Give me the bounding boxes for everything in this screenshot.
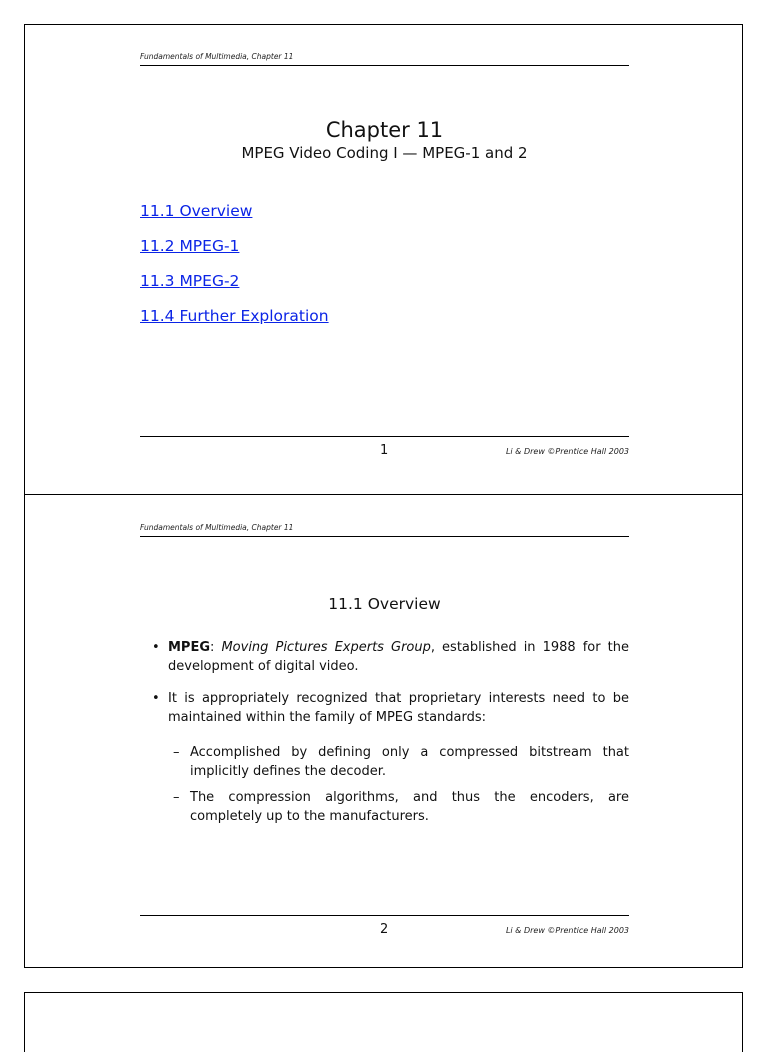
sub-bullet-list <box>168 743 629 826</box>
toc-link-mpeg2[interactable]: 11.3 MPEG-2 <box>140 272 240 290</box>
term-separator: : <box>210 640 222 655</box>
running-header: Fundamentals of Multimedia, Chapter 11 <box>140 52 629 66</box>
slide-footer <box>140 915 629 937</box>
table-of-contents <box>140 202 629 325</box>
slide-divider <box>24 494 743 495</box>
sub-list-item <box>140 788 629 826</box>
running-header: Fundamentals of Multimedia, Chapter 11 <box>140 523 629 537</box>
term-mpeg: MPEG <box>168 640 211 655</box>
chapter-subtitle: MPEG Video Coding I — MPEG-1 and 2 <box>241 144 528 162</box>
copyright-notice: Li & Drew ©Prentice Hall 2003 <box>505 447 629 456</box>
bullet-text: It is appropriately recognized that proprietary interests need to be maintained within the family of MPEG standards: <box>168 691 629 725</box>
page-number: 2 <box>380 922 389 937</box>
page-number: 1 <box>380 443 389 458</box>
bullet-list <box>140 638 629 826</box>
dash-icon: – <box>173 745 180 760</box>
section-title: 11.1 Overview <box>328 595 441 613</box>
list-item <box>140 638 629 676</box>
toc-link-mpeg1[interactable]: 11.2 MPEG-1 <box>140 237 240 255</box>
slide-2 <box>140 523 629 937</box>
sub-bullet-text: The compression algorithms, and thus the encoders, are completely up to the manufacturers. <box>190 790 629 824</box>
slide-footer <box>140 436 629 458</box>
copyright-notice: Li & Drew ©Prentice Hall 2003 <box>505 926 629 935</box>
next-page-edge <box>24 992 743 1052</box>
toc-link-further-exploration[interactable]: 11.4 Further Exploration <box>140 307 329 325</box>
chapter-title: Chapter 11 <box>325 118 444 142</box>
toc-link-overview[interactable]: 11.1 Overview <box>140 202 253 220</box>
dash-icon: – <box>173 790 180 805</box>
bullet-icon: • <box>152 640 160 655</box>
bullet-text: , established in 1988 for the development of digital video. <box>168 640 629 674</box>
sub-list-item <box>140 743 629 781</box>
sub-bullet-text: Accomplished by defining only a compressed bitstream that implicitly defines the decoder. <box>190 745 629 779</box>
mpeg-expansion: Moving Pictures Experts Group <box>221 640 431 655</box>
list-item <box>140 689 629 826</box>
slide-1 <box>140 52 629 458</box>
bullet-icon: • <box>152 691 160 706</box>
